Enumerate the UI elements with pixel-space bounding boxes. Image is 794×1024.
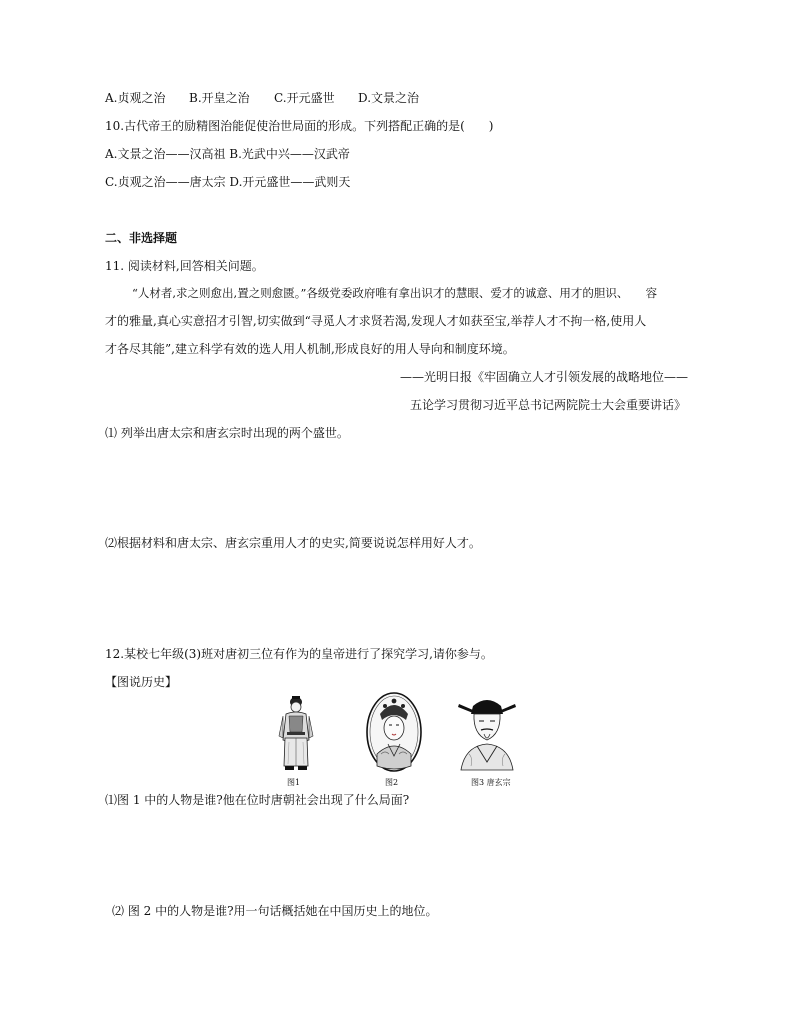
- q10-options-line2: C.贞观之治——唐太宗 D.开元盛世——武则天: [105, 175, 351, 189]
- q11-source-line1: ——光明日报《牢固确立人才引领发展的战略地位——: [399, 370, 688, 384]
- q12-subquestion-1: ⑴图 1 中的人物是谁?他在位时唐朝社会出现了什么局面?: [105, 793, 410, 807]
- q11-subquestion-1: ⑴ 列举出唐太宗和唐玄宗时出现的两个盛世。: [105, 426, 349, 440]
- q11-stem: 11. 阅读材料,回答相关问题。: [105, 259, 264, 273]
- figure-3-caption: 图3 唐玄宗: [471, 778, 511, 787]
- q9-options: [105, 90, 419, 106]
- section-heading: 二、非选择题: [105, 231, 178, 245]
- q10-stem: 10.古代帝王的励精图治能促使治世局面的形成。下列搭配正确的是( ): [105, 119, 494, 133]
- q11-quote-line2: 才的雅量,真心实意招才引智,切实做到“寻觅人才求贤若渴,发现人才如获至宝,举荐人才不拘一格,使用人: [105, 314, 647, 328]
- q12-tag: 【图说历史】: [105, 675, 178, 689]
- figure-2-caption: 图2: [385, 778, 399, 787]
- figure-3-image: [451, 692, 523, 774]
- q12-stem: 12.某校七年级(3)班对唐初三位有作为的皇帝进行了探究学习,请你参与。: [105, 647, 493, 661]
- q11-subquestion-2: ⑵根据材料和唐太宗、唐玄宗重用人才的史实,简要说说怎样用好人才。: [105, 536, 481, 550]
- q9-option-b: B.开皇之治: [189, 91, 250, 105]
- q12-subquestion-2: ⑵ 图 2 中的人物是谁?用一句话概括她在中国历史上的地位。: [112, 904, 438, 918]
- q9-option-c: C.开元盛世: [274, 91, 335, 105]
- emperor-figures: [275, 692, 535, 792]
- q9-option-a: A.贞观之治: [105, 91, 166, 105]
- q10-options-line1: A.文景之治——汉高祖 B.光武中兴——汉武帝: [105, 147, 350, 161]
- figure-1-caption: 图1: [287, 778, 301, 787]
- q11-quote-line1: “人材者,求之则愈出,置之则愈匮。”各级党委政府唯有拿出识才的慧眼、爱才的诚意、用才的胆识、 容: [132, 286, 658, 300]
- figure-1-image: [275, 692, 317, 774]
- q11-source-line2: 五论学习贯彻习近平总书记两院院士大会重要讲话》: [409, 398, 686, 412]
- q11-quote-line3: 才各尽其能”,建立科学有效的选人用人机制,形成良好的用人导向和制度环境。: [105, 342, 515, 356]
- q9-option-d: D.文景之治: [358, 91, 420, 105]
- figure-2-image: [365, 692, 423, 774]
